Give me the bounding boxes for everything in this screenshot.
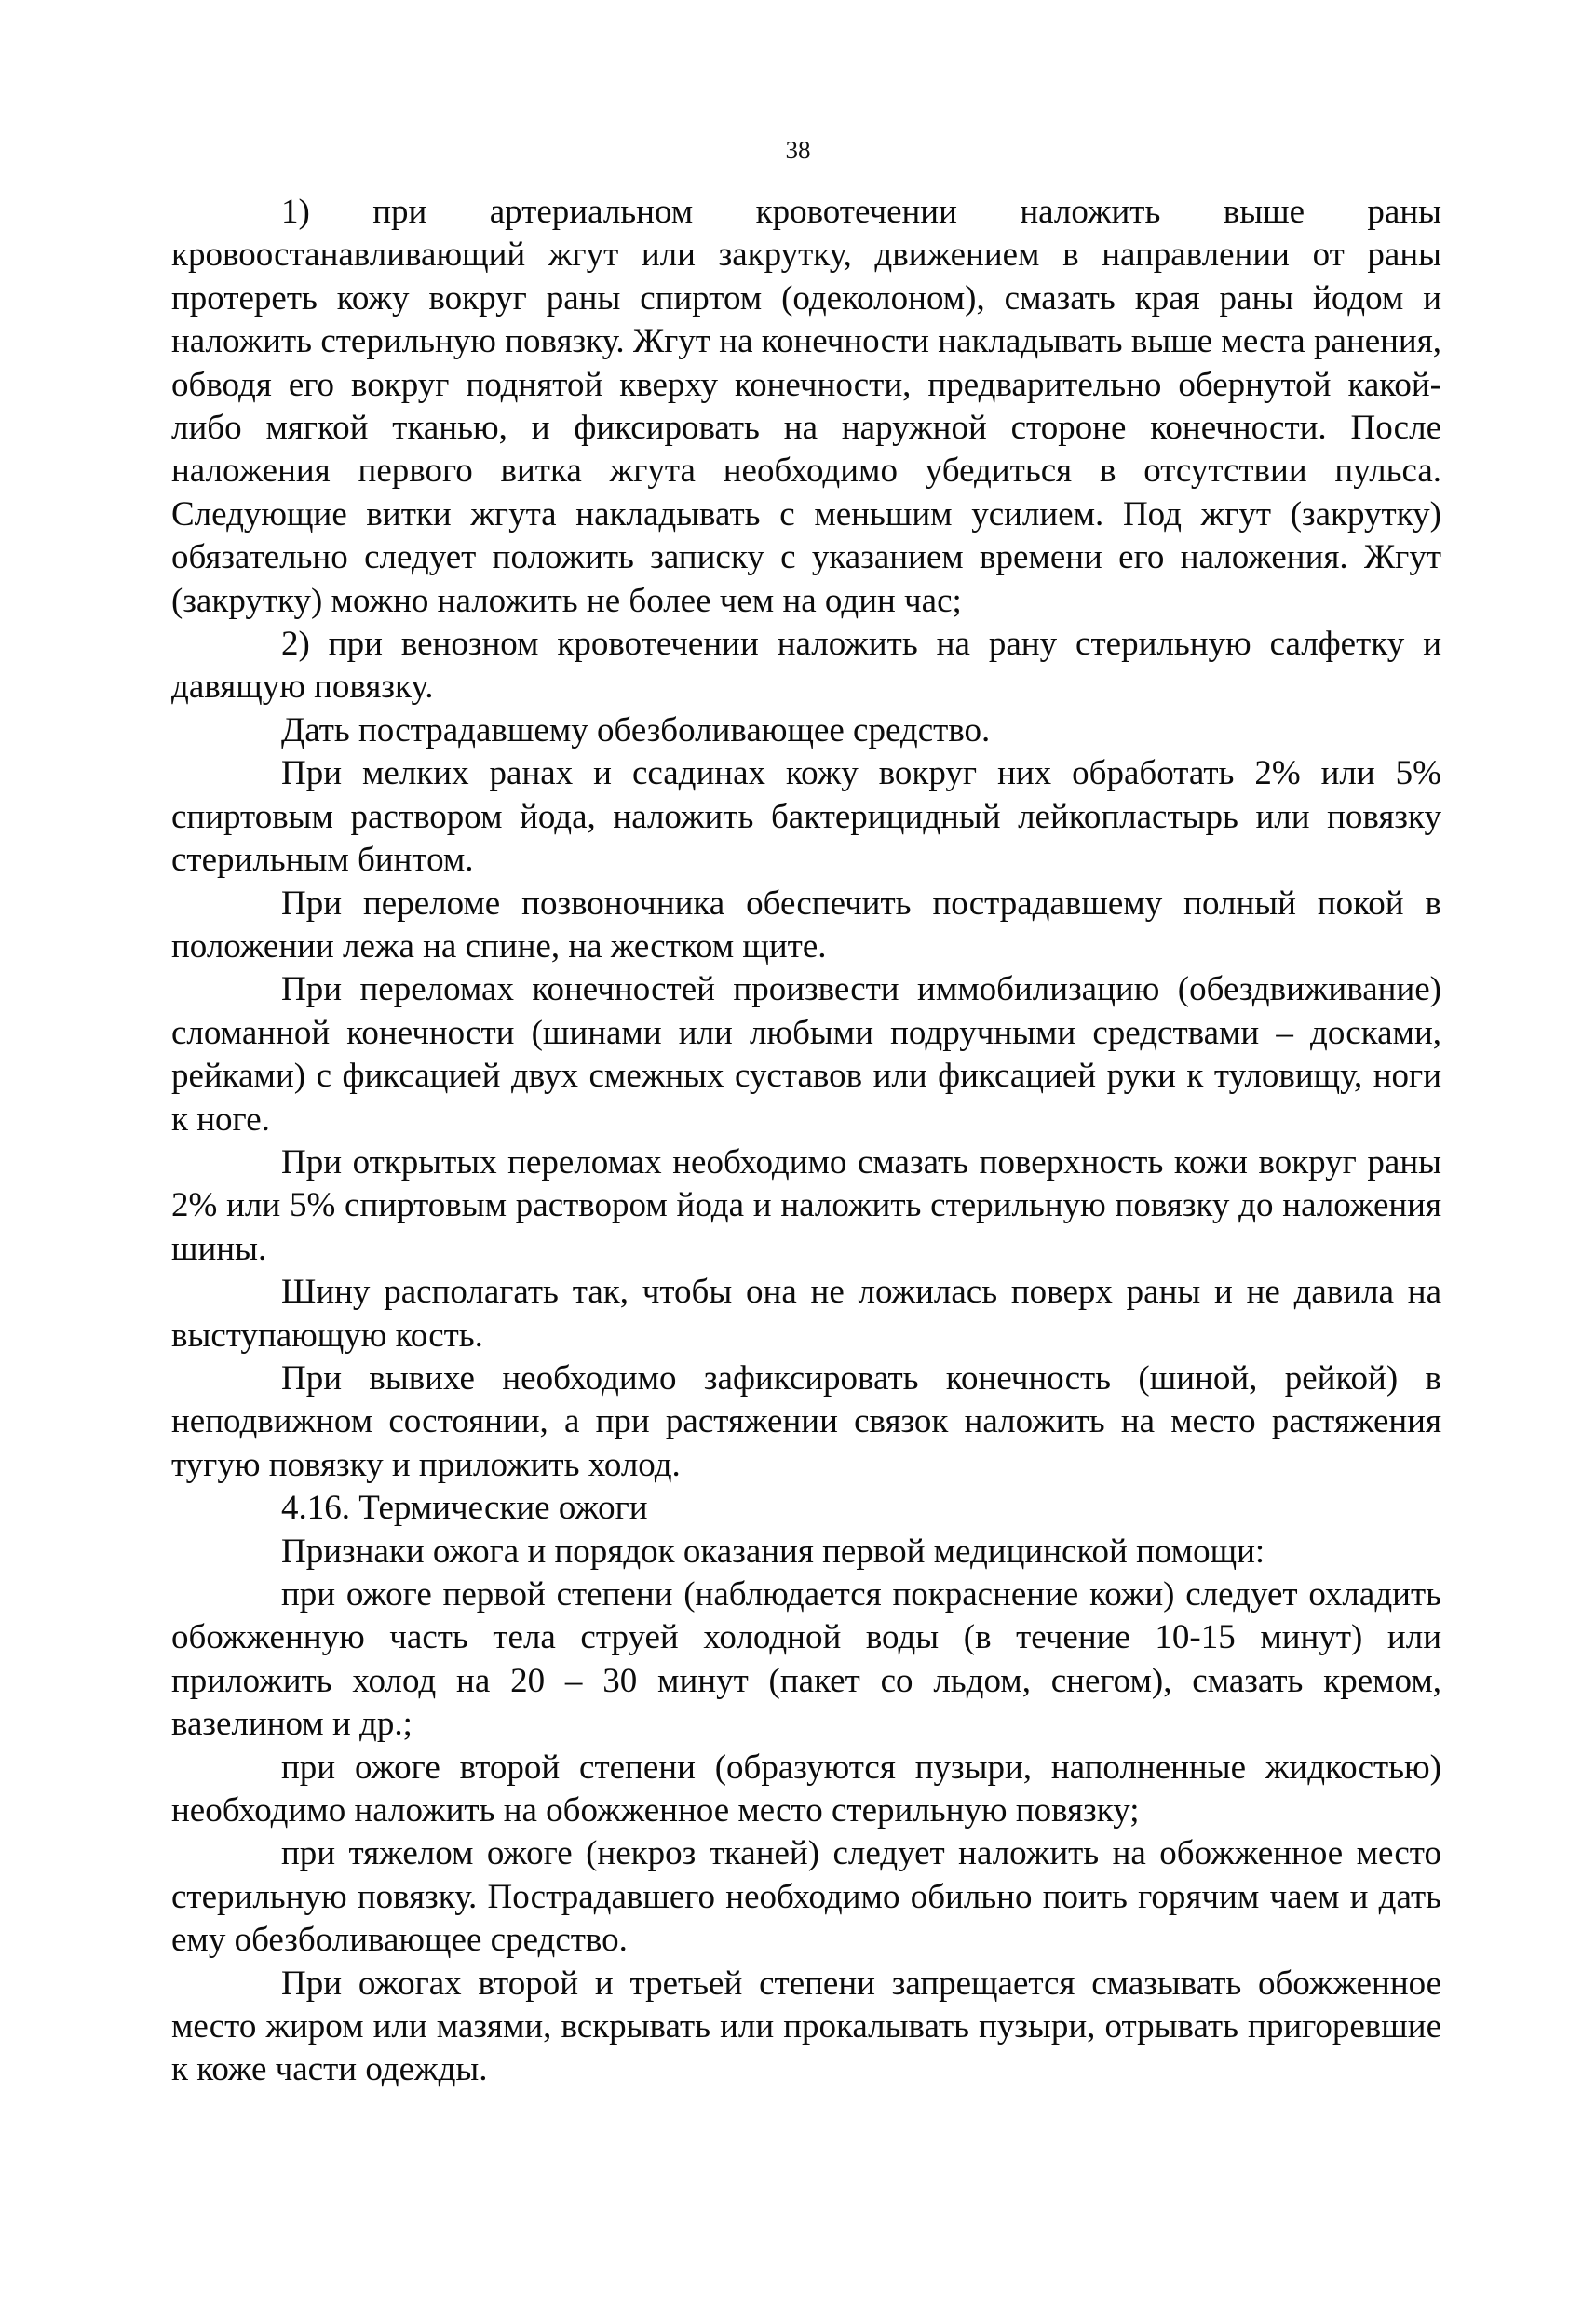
paragraph-open-fractures: При открытых переломах необходимо смазать поверхность кожи вокруг раны 2% или 5% спиртовым раствором йода и наложить стерильную повязку до наложения шины. — [171, 1142, 1441, 1268]
paragraph-second-degree-burn: при ожоге второй степени (образуются пузыри, наполненные жидкостью) необходимо наложить на обожженное место стерильную повязку; — [171, 1748, 1441, 1830]
document-body — [171, 191, 1441, 2092]
paragraph-spine-fracture: При переломе позвоночника обеспечить пострадавшему полный покой в положении лежа на спине, на жестком щите. — [171, 884, 1441, 965]
paragraph-limb-fractures: При переломах конечностей произвести иммобилизацию (обездвиживание) сломанной конечности (шинами или любыми подручными средствами – досками, рейками) с фиксацией двух смежных суставов или фиксацией руки к туловищу, ноги к ноге. — [171, 970, 1441, 1139]
paragraph-first-degree-burn: при ожоге первой степени (наблюдается покраснение кожи) следует охладить обожженную часть тела струей холодной воды (в течение 10-15 минут) или приложить холод на 20 – 30 минут (пакет со льдом, снегом), смазать кремом, вазелином и др.; — [171, 1575, 1441, 1744]
paragraph-painkiller: Дать пострадавшему обезболивающее средство. — [281, 710, 991, 749]
paragraph-splint: Шину располагать так, чтобы она не ложилась поверх раны и не давила на выступающую кость. — [171, 1273, 1441, 1355]
paragraph-small-wounds: При мелких ранах и ссадинах кожу вокруг них обработать 2% или 5% спиртовым раствором йода, наложить бактерицидный лейкопластырь или повязку стерильным бинтом. — [171, 754, 1441, 880]
paragraph-burn-prohibitions: При ожогах второй и третьей степени запрещается смазывать обожженное место жиром или мазями, вскрывать или прокалывать пузыри, отрывать пригоревшие к коже части одежды. — [171, 1964, 1441, 2089]
paragraph-dislocation: При вывихе необходимо зафиксировать конечность (шиной, рейкой) в неподвижном состоянии, а при растяжении связок наложить на место растяжения тугую повязку и приложить холод. — [171, 1358, 1441, 1484]
paragraph-venous-bleeding: 2) при венозном кровотечении наложить на рану стерильную салфетку и давящую повязку. — [171, 625, 1441, 707]
paragraph-severe-burn: при тяжелом ожоге (некроз тканей) следует наложить на обожженное место стерильную повязку. Пострадавшего необходимо обильно поить горячим чаем и дать ему обезболивающее средство. — [171, 1834, 1441, 1960]
paragraph-arterial-bleeding: 1) при артериальном кровотечении наложить выше раны кровоостанавливающий жгут или закрутку, движением в направлении от раны протереть кожу вокруг раны спиртом (одеколоном), смазать края раны йодом и наложить стерильную повязку. Жгут на конечности накладывать выше места ранения, обводя его вокруг поднятой кверху конечности, предварительно обернутой какой-либо мягкой тканью, и фиксировать на наружной стороне конечности. После наложения первого витка жгута необходимо убедиться в отсутствии пульса. Следующие витки жгута накладывать с меньшим усилием. Под жгут (закрутку) обязательно следует положить записку с указанием времени его наложения. Жгут (закрутку) можно наложить не более чем на один час; — [171, 193, 1441, 620]
section-heading-thermal-burns: 4.16. Термические ожоги — [281, 1489, 648, 1528]
page-number: 38 — [785, 136, 811, 164]
paragraph-burn-signs: Признаки ожога и порядок оказания первой медицинской помощи: — [281, 1532, 1265, 1571]
